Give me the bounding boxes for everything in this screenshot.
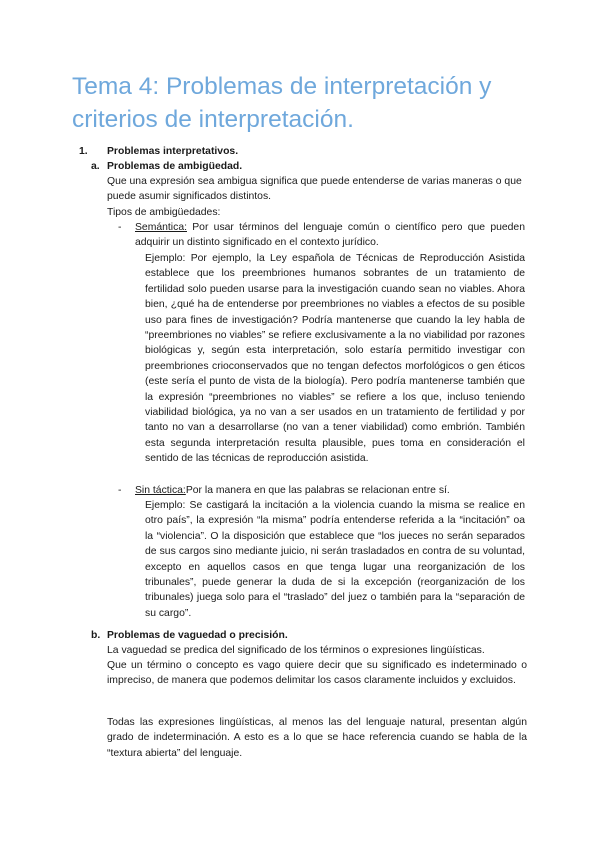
section-number: 1. — [79, 146, 88, 157]
vagueness-line-2: Que un término o concepto es vago quiere decir que su significado es indeterminado o impreciso, de manera que podemos delimitar los casos claramente incluidos y excluidos. — [107, 660, 527, 687]
subsection-b-heading: Problemas de vaguedad o precisión. — [107, 630, 288, 641]
syntactic-example: Ejemplo: Se castigará la incitación a la violencia cuando la misma se realice en otro país”, la expresión “la misma” podría entenderse referida a la “incitación” oa la “violencia”. O la disposición que establece que “los jueces no serán separados de sus cargos sino mediante juicio, ni serán trasladados en contra de su voluntad, excepto en aquellos casos en que tenga lugar una reorganización de los tribunales”, puede generar la duda de si la excepción (reorganización de los tribunales) juega solo para el “traslado” del juez o también para la “separación de su cargo”. — [145, 500, 525, 619]
vagueness-line-1: La vaguedad se predica del significado de los términos o expresiones lingüísticas. — [107, 645, 485, 656]
semantic-example: Ejemplo: Por ejemplo, la Ley española de Técnicas de Reproducción Asistida establece que los preembriones humanos sobrantes de un tratamiento de fertilidad solo pueden usarse para la investigación cuando sean no viables. Ahora bien, ¿qué ha de entenderse por preembriones no viables a efectos de su posible uso para fines de investigación? Podría mantenerse que cuando la ley habla de “preembriones no viables” se refiere exclusivamente a la no viabilidad por razones biológicas y, según esta interpretación, solo estaría permitido investigar con preembriones crioconservados que no tengan defectos morfológicos o gen éticos (este sería el punto de vista de la biología). Pero podría mantenerse también que la expresión “preembriones no viables” se refiere a los que, incluso teniendo viabilidad biológica, ya no van a ser usados en un tratamiento de fertilidad y por tanto no van a desarrollarse (no van a tener viabilidad) como embrión. También esta segunda interpretación resulta plausible, pues toma en consideración el sentido de las técnicas de reproducción asistida. — [145, 253, 525, 465]
syntactic-label: Sin táctica: — [135, 485, 186, 496]
syntactic-bullet: - — [118, 485, 122, 496]
page-title: Tema 4: Problemas de interpretación y criterios de interpretación. — [72, 73, 492, 133]
semantic-label: Semántica: — [135, 222, 187, 233]
vagueness-paragraph: Todas las expresiones lingüísticas, al menos las del lenguaje natural, presentan algún grado de indeterminación. A esto es a lo que se hace referencia cuando se habla de la “textura abierta” del lenguaje. — [107, 717, 527, 759]
syntactic-text: Por la manera en que las palabras se relacionan entre sí. — [185, 485, 450, 496]
subsection-b-letter: b. — [91, 630, 101, 641]
semantic-item — [135, 220, 525, 251]
semantic-text: Por usar términos del lenguaje común o científico pero que pueden adquirir un distinto significado en el contexto jurídico. — [135, 222, 525, 249]
section-heading: Problemas interpretativos. — [107, 146, 239, 157]
ambiguity-types-label: Tipos de ambigüedades: — [107, 207, 221, 218]
subsection-a-letter: a. — [91, 161, 100, 172]
ambiguity-definition: Que una expresión sea ambigua significa que puede entenderse de varias maneras o que puede asumir significados distintos. — [107, 176, 522, 203]
subsection-a-heading: Problemas de ambigüedad. — [107, 161, 243, 172]
syntactic-item — [135, 483, 525, 498]
semantic-bullet: - — [118, 222, 122, 233]
